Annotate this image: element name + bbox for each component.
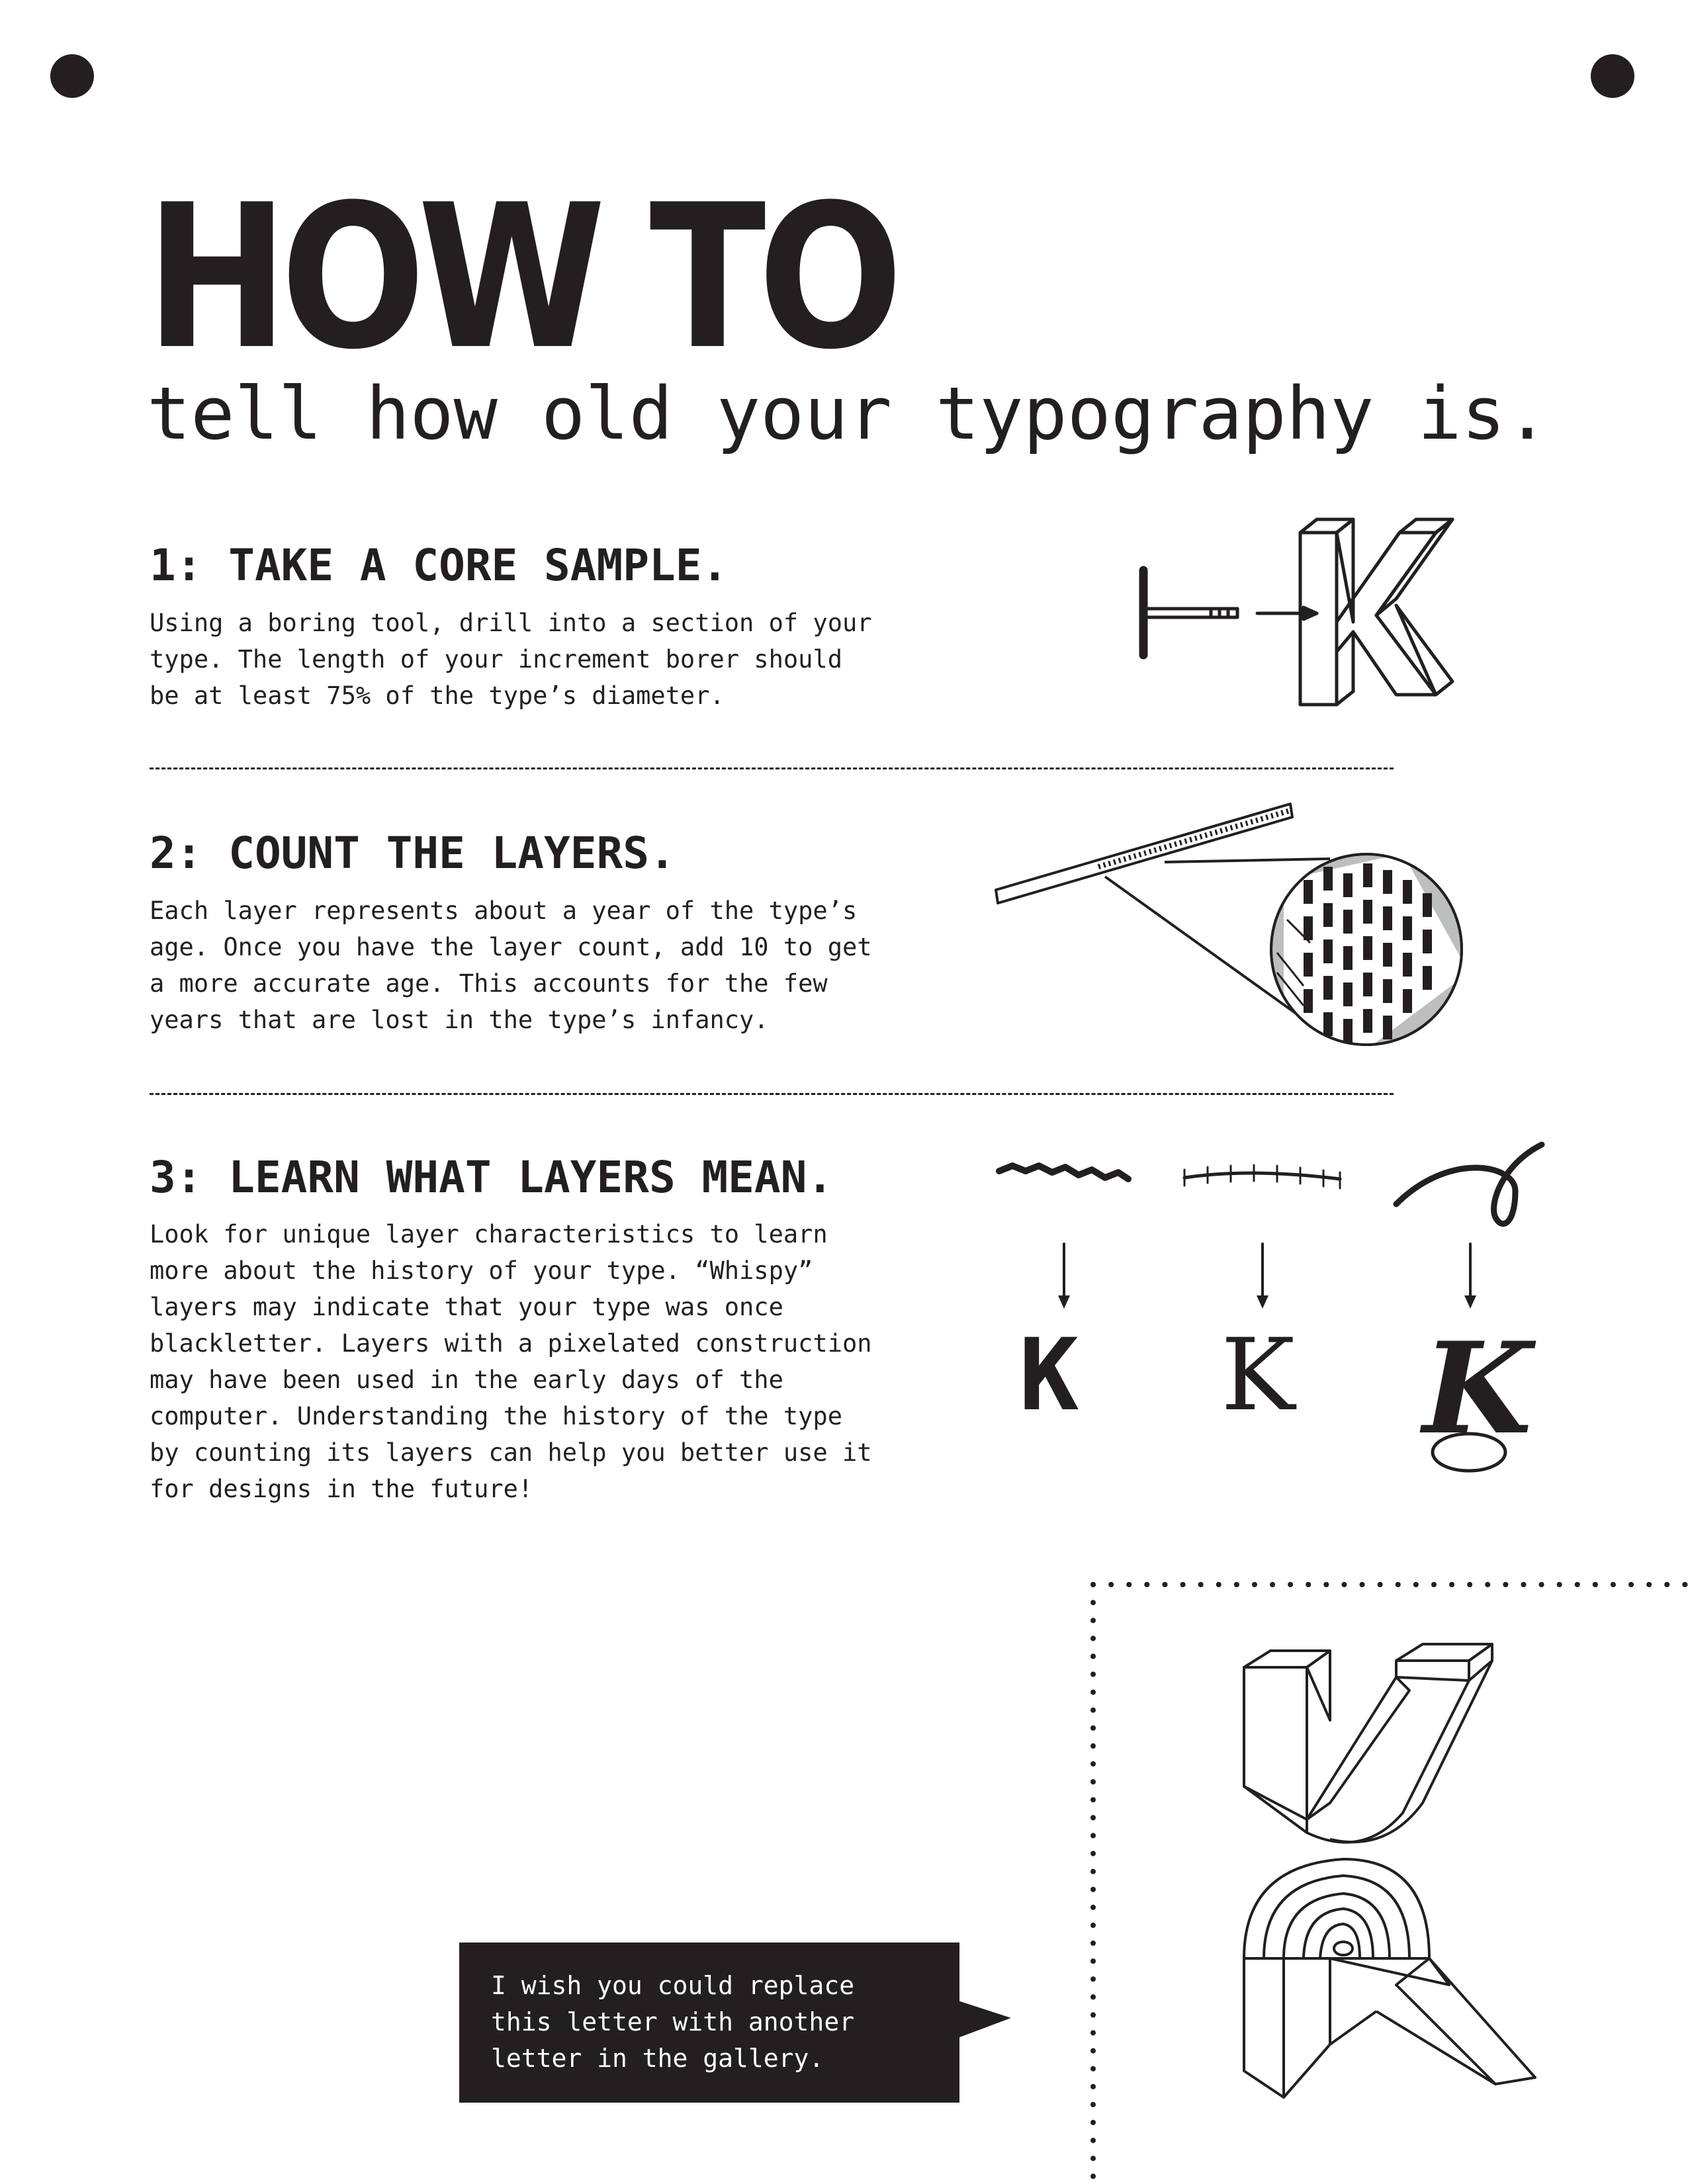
step-1-body: Using a boring tool, drill into a section of your type. The length of your increment borer should be at least 75% of the type’s diameter. [150,609,872,710]
corner-dot-left [50,54,94,98]
step-3-title: 3: LEARN WHAT LAYERS MEAN. [150,1152,834,1203]
core-sample-magnified-illustration [993,801,1469,1059]
stacked-3d-letters-illustration [1231,1641,1548,2104]
borer-into-k-illustration [1125,516,1469,715]
step-2-title: 2: COUNT THE LAYERS. [150,828,676,879]
step-2-body: Each layer represents about a year of the type’s age. Once you have the layer count, add 10 to get a more accurate age. This accounts for the few years that are lost in the type’s infancy. [150,896,872,1034]
callout-pointer [958,2001,1011,2040]
page-subtitle: tell how old your typography is. [147,371,1550,456]
step-3-body: Look for unique layer characteristics to learn more about the history of your type. “Whispy” layers may indicate that your type was once blackletter. Layers with a pixelated construction may have been used in the early days of the computer. Understanding the history of the type by counting its layers can help you better use it for designs in the future! [150,1220,872,1503]
corner-dot-right [1591,54,1634,98]
section-divider-2 [150,1093,1394,1095]
serif-letter-k: K [1221,1318,1296,1433]
blackletter-letter-k: K [1423,1315,1533,1462]
pixel-letter-k: K [1019,1318,1079,1433]
layer-types-illustration [986,1138,1568,1482]
page-title: HOW TO [146,162,895,393]
step-1-title: 1: TAKE A CORE SAMPLE. [150,540,729,591]
speech-callout: I wish you could replace this letter with another letter in the gallery. [459,1943,959,2103]
section-divider-1 [150,767,1394,769]
